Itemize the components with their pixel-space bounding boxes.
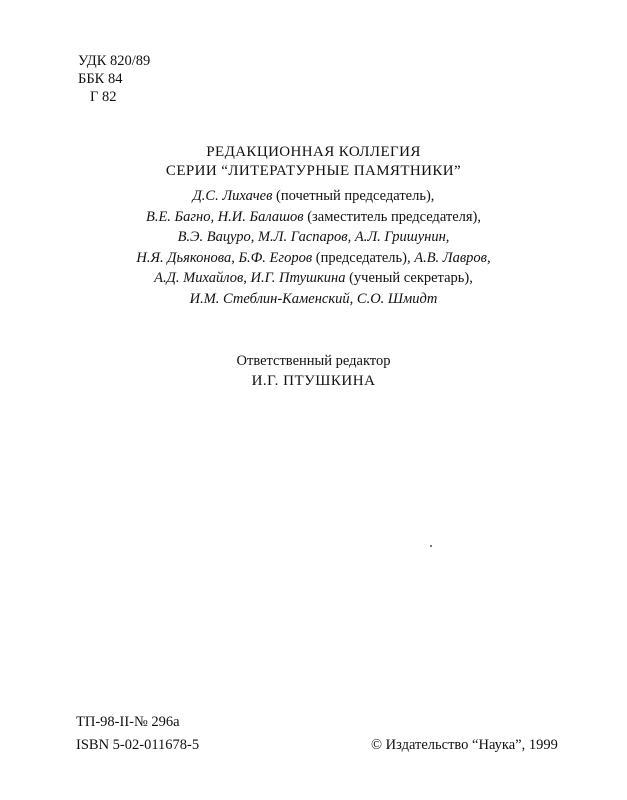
responsible-editor-name: И.Г. ПТУШКИНА: [251, 373, 376, 389]
member-role: (заместитель председателя),: [303, 208, 482, 225]
member-name: И.М. Стеблин-Каменский, С.О. Шмидт: [189, 290, 438, 307]
member-name: Д.С. Лихачев: [192, 188, 273, 204]
board-member-line: [0, 227, 627, 248]
copyright-notice: © Издательство “Наука”, 1999: [371, 737, 558, 753]
plan-number: ТП-98-II-№ 296а: [76, 714, 180, 730]
member-name: А.Д. Михайлов, И.Г. Птушкина: [154, 270, 346, 286]
board-member-line: [0, 268, 627, 289]
isbn: ISBN 5-02-011678-5: [76, 737, 200, 753]
member-name: Н.Я. Дьяконова, Б.Ф. Егоров: [136, 249, 313, 266]
print-speck: [430, 545, 432, 547]
board-member-line: [0, 289, 627, 310]
board-title-line-1: РЕДАКЦИОННАЯ КОЛЛЕГИЯ: [206, 144, 421, 160]
board-member-line: [0, 186, 627, 207]
member-name: В.Е. Багно, Н.И. Балашов: [145, 208, 304, 225]
imprint-block: [76, 711, 199, 757]
member-role: (почетный председатель),: [272, 188, 435, 204]
classification-codes: [78, 52, 150, 106]
board-title-line-2: СЕРИИ “ЛИТЕРАТУРНЫЕ ПАМЯТНИКИ”: [165, 163, 462, 179]
member-name: А.В. Лавров,: [414, 249, 491, 266]
member-role: (председатель),: [312, 249, 415, 266]
member-role: (ученый секретарь),: [345, 270, 473, 286]
udk-code: УДК 820/89: [78, 53, 151, 69]
bbk-code: ББК 84: [78, 71, 123, 87]
board-members-list: [0, 186, 627, 309]
responsible-editor-label: Ответственный редактор: [236, 353, 391, 369]
editorial-board-heading: [0, 143, 627, 181]
board-member-line: [0, 207, 627, 228]
board-member-line: [0, 248, 627, 269]
member-name: В.Э. Вацуро, М.Л. Гаспаров, А.Л. Гришунин,: [177, 229, 450, 245]
author-mark: Г 82: [90, 89, 117, 105]
